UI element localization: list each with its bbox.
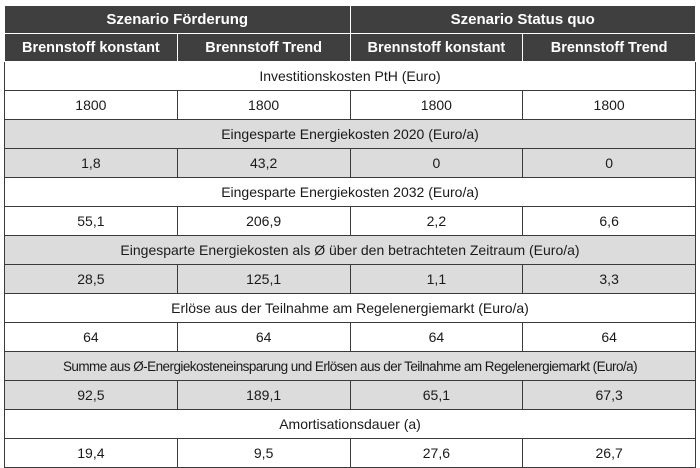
section-label: Summe aus Ø-Energiekosteneinsparung und Erlösen aus der Teilnahme am Regelenergiemarkt (Euro/a) — [5, 352, 696, 381]
table-cell: 9,5 — [177, 439, 350, 468]
table-cell: 0 — [523, 149, 696, 178]
table-cell: 6,6 — [523, 207, 696, 236]
section-label: Eingesparte Energiekosten 2020 (Euro/a) — [5, 120, 696, 149]
section-label: Eingesparte Energiekosten 2032 (Euro/a) — [5, 178, 696, 207]
section-row — [5, 120, 696, 149]
header-column-row — [5, 34, 696, 62]
table-cell: 64 — [5, 323, 178, 352]
value-row — [5, 381, 696, 410]
table-cell: 27,6 — [350, 439, 523, 468]
value-row — [5, 207, 696, 236]
section-row — [5, 236, 696, 265]
section-row — [5, 410, 696, 439]
column-header: Brennstoff Trend — [523, 34, 696, 62]
table-cell: 1,1 — [350, 265, 523, 294]
section-row — [5, 352, 696, 381]
table-cell: 67,3 — [523, 381, 696, 410]
table-cell: 125,1 — [177, 265, 350, 294]
table-cell: 0 — [350, 149, 523, 178]
table-cell: 26,7 — [523, 439, 696, 468]
group-header-foerderung: Szenario Förderung — [5, 6, 351, 34]
column-header: Brennstoff Trend — [177, 34, 350, 62]
group-header-status-quo: Szenario Status quo — [350, 6, 696, 34]
value-row — [5, 149, 696, 178]
value-row — [5, 439, 696, 468]
table-cell: 189,1 — [177, 381, 350, 410]
table-cell: 55,1 — [5, 207, 178, 236]
section-label: Erlöse aus der Teilnahme am Regelenergiemarkt (Euro/a) — [5, 294, 696, 323]
table-cell: 2,2 — [350, 207, 523, 236]
table-cell: 64 — [177, 323, 350, 352]
table-cell: 1800 — [350, 91, 523, 120]
table-cell: 64 — [350, 323, 523, 352]
table-cell: 43,2 — [177, 149, 350, 178]
section-label: Investitionskosten PtH (Euro) — [5, 62, 696, 91]
section-row — [5, 62, 696, 91]
table-cell: 28,5 — [5, 265, 178, 294]
table-cell: 64 — [523, 323, 696, 352]
table-cell: 92,5 — [5, 381, 178, 410]
table-cell: 3,3 — [523, 265, 696, 294]
table-cell: 206,9 — [177, 207, 350, 236]
table-cell: 65,1 — [350, 381, 523, 410]
table-cell: 1800 — [177, 91, 350, 120]
table-cell: 1800 — [523, 91, 696, 120]
section-row — [5, 294, 696, 323]
section-row — [5, 178, 696, 207]
data-table — [4, 5, 696, 468]
section-label: Amortisationsdauer (a) — [5, 410, 696, 439]
table-cell: 1800 — [5, 91, 178, 120]
column-header: Brennstoff konstant — [5, 34, 178, 62]
table-cell: 19,4 — [5, 439, 178, 468]
header-group-row — [5, 6, 696, 34]
value-row — [5, 91, 696, 120]
value-row — [5, 323, 696, 352]
column-header: Brennstoff konstant — [350, 34, 523, 62]
value-row — [5, 265, 696, 294]
table-cell: 1,8 — [5, 149, 178, 178]
section-label: Eingesparte Energiekosten als Ø über den betrachteten Zeitraum (Euro/a) — [5, 236, 696, 265]
